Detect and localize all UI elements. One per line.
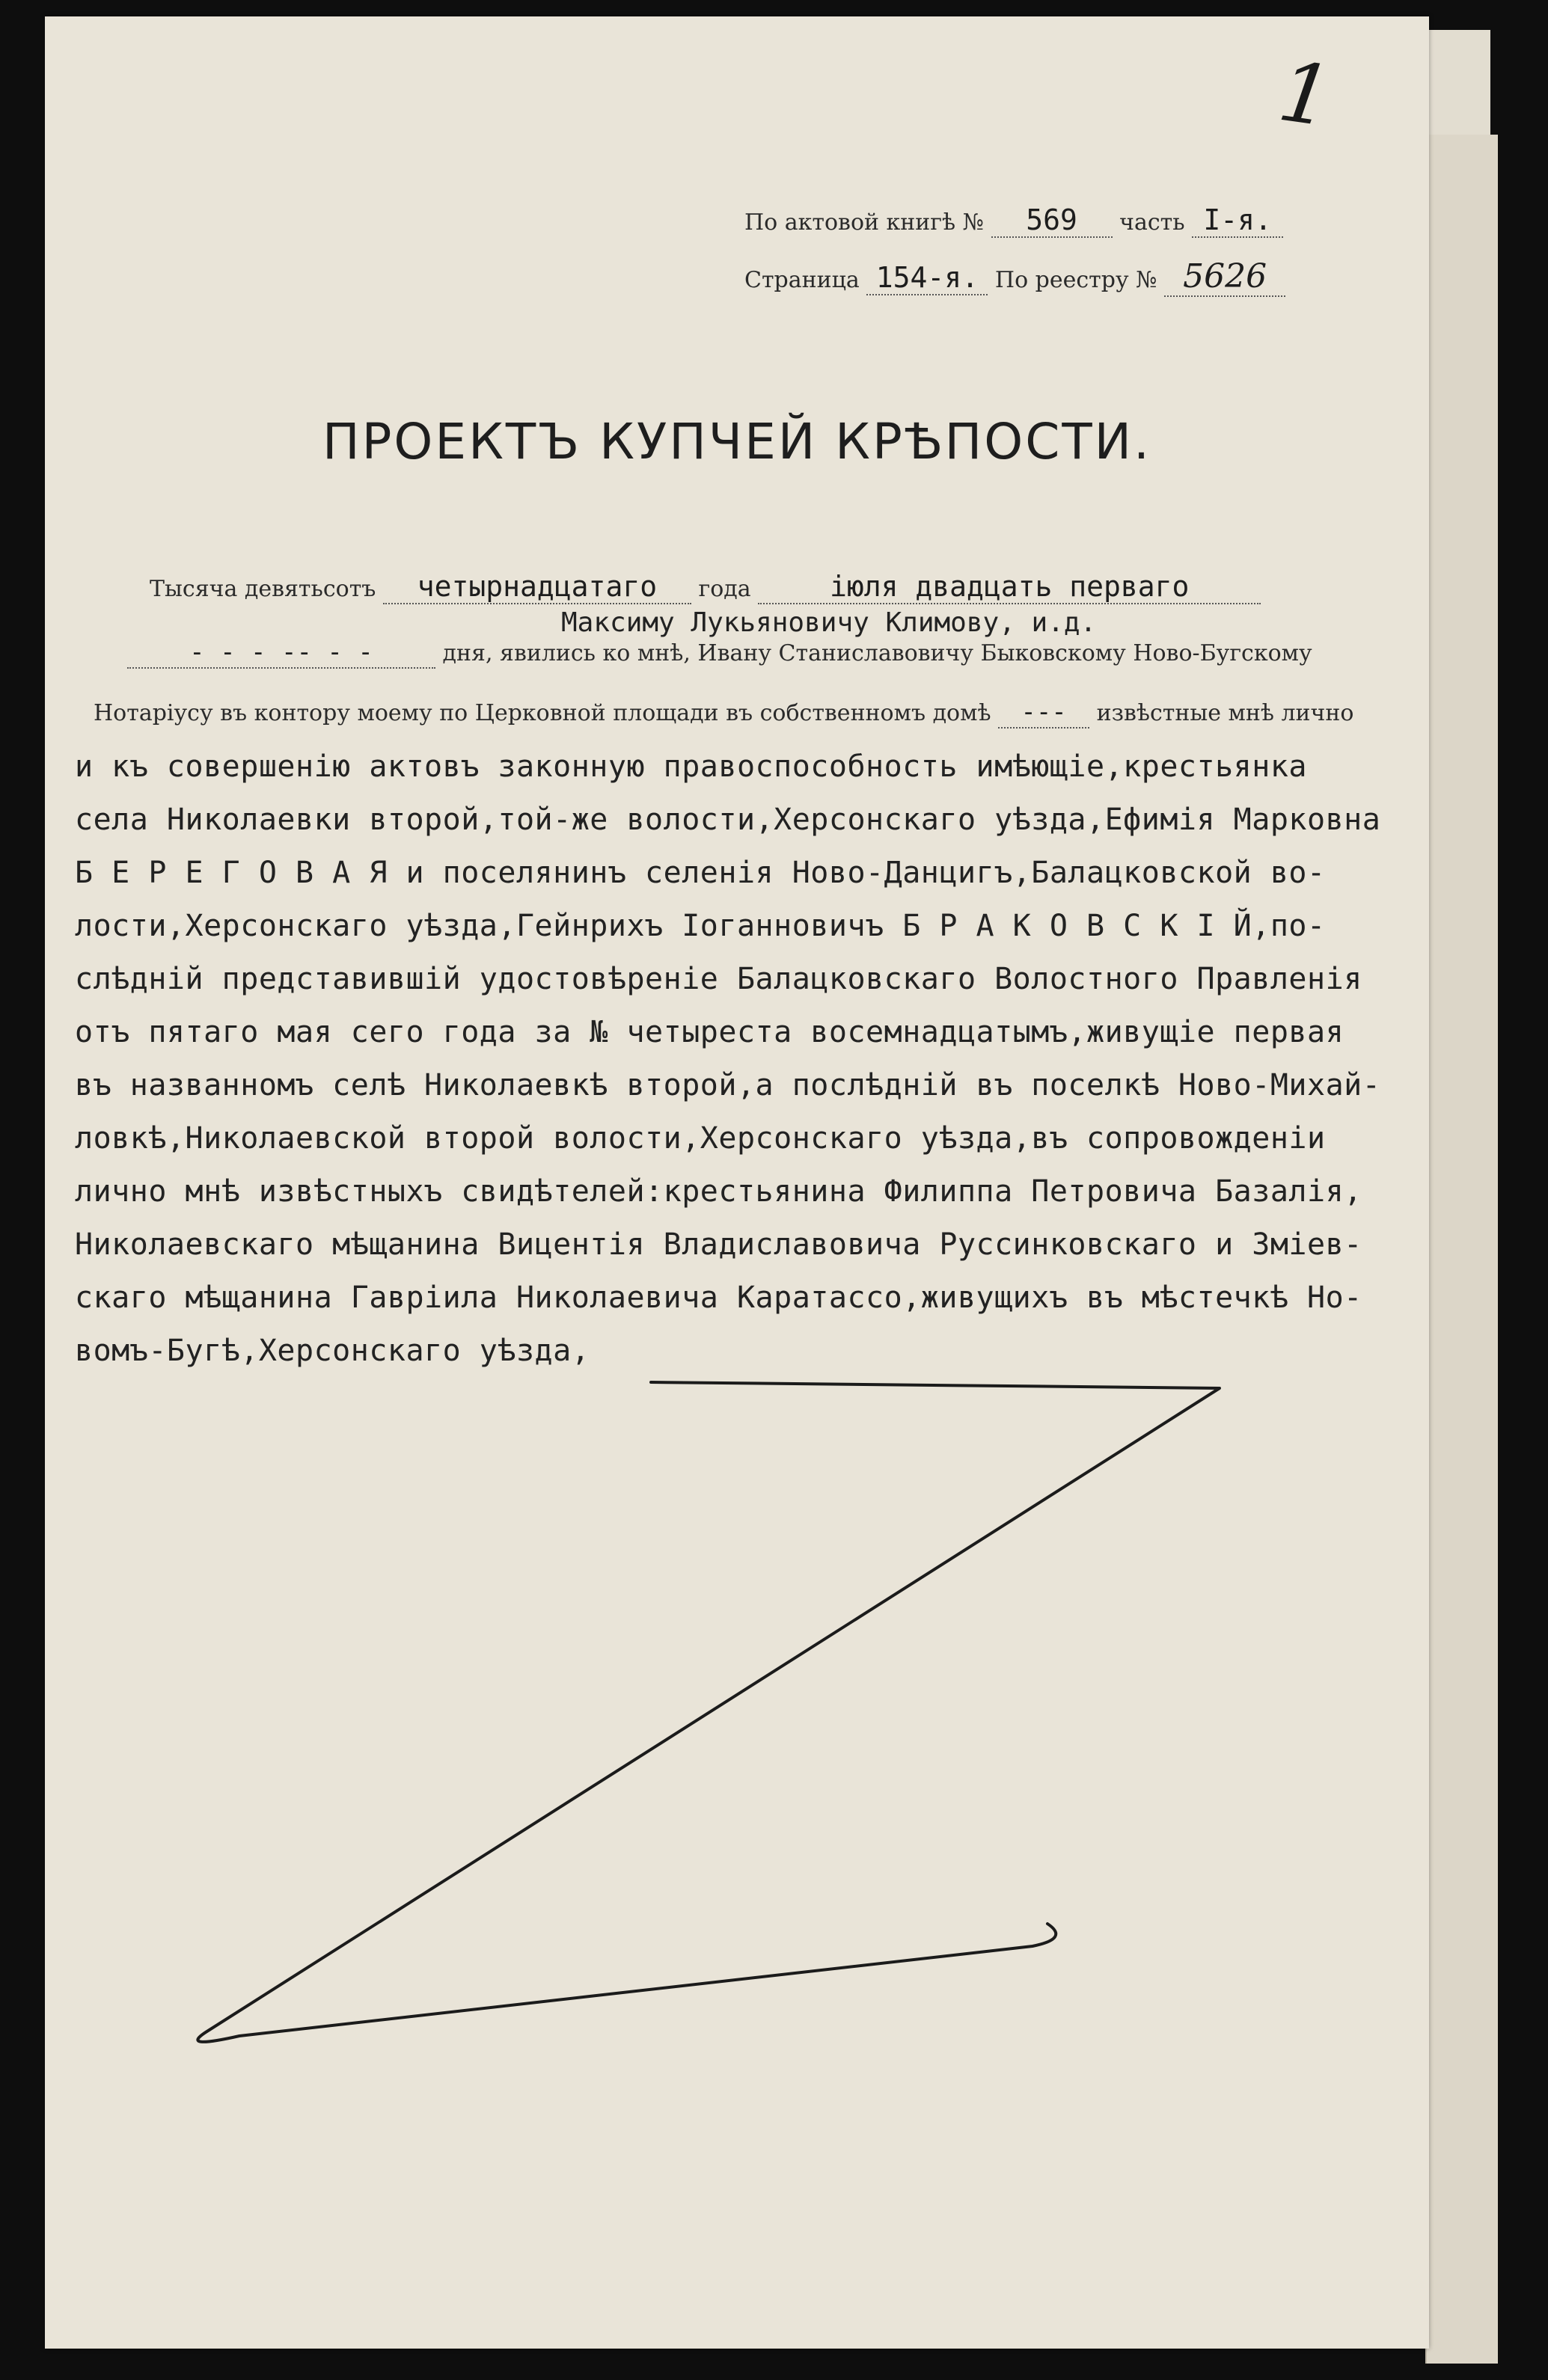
notary-dashes: --- xyxy=(998,697,1089,729)
date-value: iюля двадцать перваго xyxy=(758,570,1261,604)
year-value: четырнадцатаго xyxy=(383,570,691,604)
page-value: 154-я. xyxy=(866,261,988,295)
notary-name: Ивану Станиславовичу Быковскому xyxy=(697,640,1126,666)
body-line: скаго мѣщанина Гавріила Николаевича Каратассо,живущихъ въ мѣстечкѣ Но- xyxy=(75,1281,1362,1315)
notary-label: Нотаріусу въ контору моему по Церковной площади въ собственномъ домѣ xyxy=(94,700,991,726)
book-label: По актовой книгѣ № xyxy=(744,209,985,236)
body-line: и къ совершенію актовъ законную правоспособность имѣющіе,крестьянка xyxy=(75,749,1307,784)
document-page xyxy=(45,16,1429,2349)
registry-value: 5626 xyxy=(1164,257,1285,297)
body-line: Николаевскаго мѣщанина Вицентія Владиславовича Руссинковскаго и Зміев- xyxy=(75,1227,1362,1262)
body-line: слѣдній представившій удостовѣреніе Балацковскаго Волостного Правленія xyxy=(75,962,1362,996)
body-line: вомъ-Бугѣ,Херсонскаго уѣзда, xyxy=(75,1334,590,1368)
known-label: извѣстные мнѣ лично xyxy=(1096,700,1354,726)
name-insert: Максиму Лукьяновичу Климову, и.д. xyxy=(561,607,1097,638)
year-label: года xyxy=(698,576,751,602)
body-line: лично мнѣ извѣстныхъ свидѣтелей:крестьянина Филиппа Петровича Базалія, xyxy=(75,1174,1362,1209)
part-label: часть xyxy=(1119,209,1185,236)
document-title: ПРОЕКТЪ КУПЧЕЙ КРѢПОСТИ. xyxy=(322,413,1152,470)
day-label: дня, явились ко мнѣ, xyxy=(442,640,691,666)
body-line: въ названномъ селѣ Николаевкѣ второй,а послѣдній въ поселкѣ Ново-Михай- xyxy=(75,1068,1381,1102)
town-label: Ново-Бугскому xyxy=(1133,640,1312,666)
page-label: Страница xyxy=(744,267,860,293)
part-value: I-я. xyxy=(1192,203,1283,238)
body-line: Б Е Р Е Г О В А Я и поселянинъ селенія Ново-Данцигъ,Балацковской во- xyxy=(75,856,1326,890)
registry-label: По реестру № xyxy=(994,267,1157,293)
underlying-sheet-edge xyxy=(1425,135,1498,2364)
page-number: 1 xyxy=(1273,43,1339,146)
body-line: лости,Херсонскаго уѣзда,Гейнрихъ Іоганновичъ Б Р А К О В С К І Й,по- xyxy=(75,909,1326,943)
body-line: села Николаевки второй,той-же волости,Херсонскаго уѣзда,Ефимія Марковна xyxy=(75,803,1381,837)
cancellation-z-stroke xyxy=(45,16,1429,2349)
body-line: отъ пятаго мая сего года за № четыреста восемнадцатымъ,живущіе первая xyxy=(75,1015,1344,1049)
body-line: ловкѣ,Николаевской второй волости,Херсонскаго уѣзда,въ сопровожденіи xyxy=(75,1121,1326,1156)
day-dashes: - - - -- - - xyxy=(127,637,435,669)
book-number: 569 xyxy=(991,203,1113,238)
thousand-label: Тысяча девятьсотъ xyxy=(150,576,376,602)
